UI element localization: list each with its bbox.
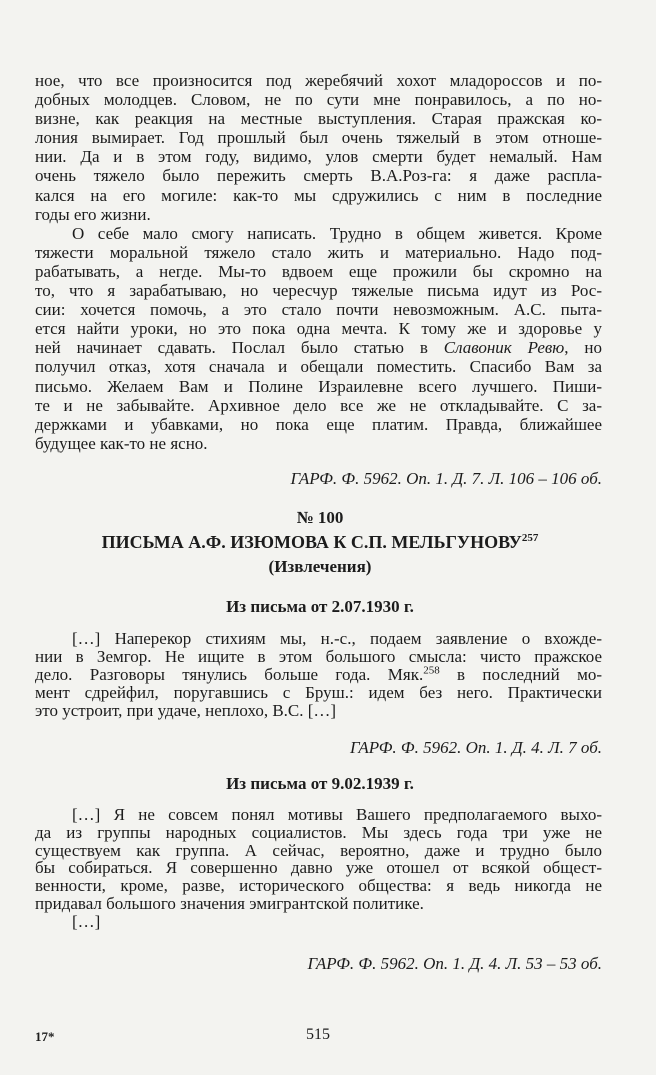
footnote-ref: 257 <box>521 532 539 544</box>
signature-mark: 17* <box>35 1029 55 1044</box>
letter-heading: Из письма от 2.07.1930 г. <box>226 597 414 616</box>
text-line: существуем как группа. А сейчас, вероятно, даже и трудно было <box>35 840 602 860</box>
text-line: добных молодцев. Словом, не по сути мне понравилось, а по но- <box>35 90 602 110</box>
text-line: венности, кроме, разве, исторического общества: я ведь никогда не <box>35 876 602 896</box>
text-line: это устроит, при удаче, неплохо, В.С. […] <box>35 701 337 720</box>
text-line: […] Наперекор стихиям мы, н.-с., подаем заявление о вхожде- <box>72 629 602 648</box>
text-line: […] <box>72 911 101 931</box>
text-line: получил отказ, хотя сначала и обещали поместить. Спасибо Вам за <box>35 357 602 377</box>
title-text: ПИСЬМА А.Ф. ИЗЮМОВА К С.П. МЕЛЬГУНОВУ <box>101 532 522 552</box>
footnote-ref: 258 <box>423 664 440 677</box>
text-line: мент сдрейфил, поругавшись с Бруш.: идем без него. Практически <box>35 683 602 702</box>
text-line: […] Я не совсем понял мотивы Вашего предполагаемого выхо- <box>72 805 602 824</box>
text-segment: , но <box>564 338 602 358</box>
document-number: № 100 <box>296 508 344 527</box>
text-line: кался на его могиле: как-то мы сдружились с ним в последние <box>35 185 602 205</box>
text-line: ное, что все произносится под жеребячий хохот младороссов и по- <box>35 71 602 90</box>
text-line: рабатывать, а негде. Мы-то вдвоем еще прожили бы скромно на <box>35 261 602 281</box>
archive-citation: ГАРФ. Ф. 5962. Оп. 1. Д. 4. Л. 53 – 53 об. <box>307 954 602 973</box>
text-line: то, что я зарабатываю, но чересчур тяжелые письма идут из Рос- <box>35 281 602 301</box>
page-number: 515 <box>306 1026 330 1043</box>
text-line: бы собираться. Я совершенно давно уже отошел от всякой общест- <box>35 858 602 878</box>
journal-title: Славоник Ревю <box>443 338 565 358</box>
text-line: лония вымирает. Год прошлый был очень тяжелый в этом отноше- <box>35 128 602 148</box>
letter-text <box>35 806 602 931</box>
text-line <box>35 338 602 357</box>
text-segment: в последний мо- <box>439 665 602 684</box>
document-subtitle: (Извлечения) <box>268 557 372 576</box>
text-line: ется найти уроки, но это пока одна мечта. К тому же и здоровье у <box>35 319 602 339</box>
letter-end-text <box>35 71 602 453</box>
text-line: визне, как реакция на местные выступления. Старая пражская ко- <box>35 109 602 129</box>
text-line: да из группы народных социалистов. Мы здесь года три уже не <box>35 822 602 842</box>
archive-citation: ГАРФ. Ф. 5962. Оп. 1. Д. 7. Л. 106 – 106 об. <box>290 469 602 488</box>
text-line: держками и убавками, но пока еще платим. Правда, ближайшее <box>35 414 602 434</box>
text-line: О себе мало смогу написать. Трудно в общем живется. Кроме <box>72 223 602 243</box>
text-line: письмо. Желаем Вам и Полине Израилевне всего лучшего. Пиши- <box>35 376 602 396</box>
letter-text <box>35 630 602 720</box>
text-segment: ней начинает сдавать. Послал было статью в <box>35 338 444 358</box>
text-line: тяжести моральной тяжело стало жить и материально. Надо под- <box>35 242 602 262</box>
text-line: сии: хочется помочь, а это стало почти невозможным. А.С. пыта- <box>35 300 602 320</box>
text-segment: дело. Разговоры тянулись больше года. Мяк. <box>35 665 424 684</box>
document-title <box>0 532 640 553</box>
text-line: нии. Да и в этом году, видимо, улов смерти будет немалый. Нам <box>35 147 602 167</box>
text-line <box>35 666 602 684</box>
text-line: те и не забывайте. Архивное дело все же не откладывайте. С за- <box>35 395 602 415</box>
text-line: очень тяжело было пережить смерть В.А.Роз-га: я даже распла- <box>35 166 602 186</box>
text-line: будущее как-то не ясно. <box>35 433 208 453</box>
archive-citation: ГАРФ. Ф. 5962. Оп. 1. Д. 4. Л. 7 об. <box>350 738 602 757</box>
text-line: нии в Земгор. Не ищите в этом большого смысла: чисто пражское <box>35 647 602 666</box>
text-line: придавал большого значения эмигрантской политике. <box>35 893 424 913</box>
text-line: годы его жизни. <box>35 204 151 224</box>
letter-heading: Из письма от 9.02.1939 г. <box>226 774 414 793</box>
